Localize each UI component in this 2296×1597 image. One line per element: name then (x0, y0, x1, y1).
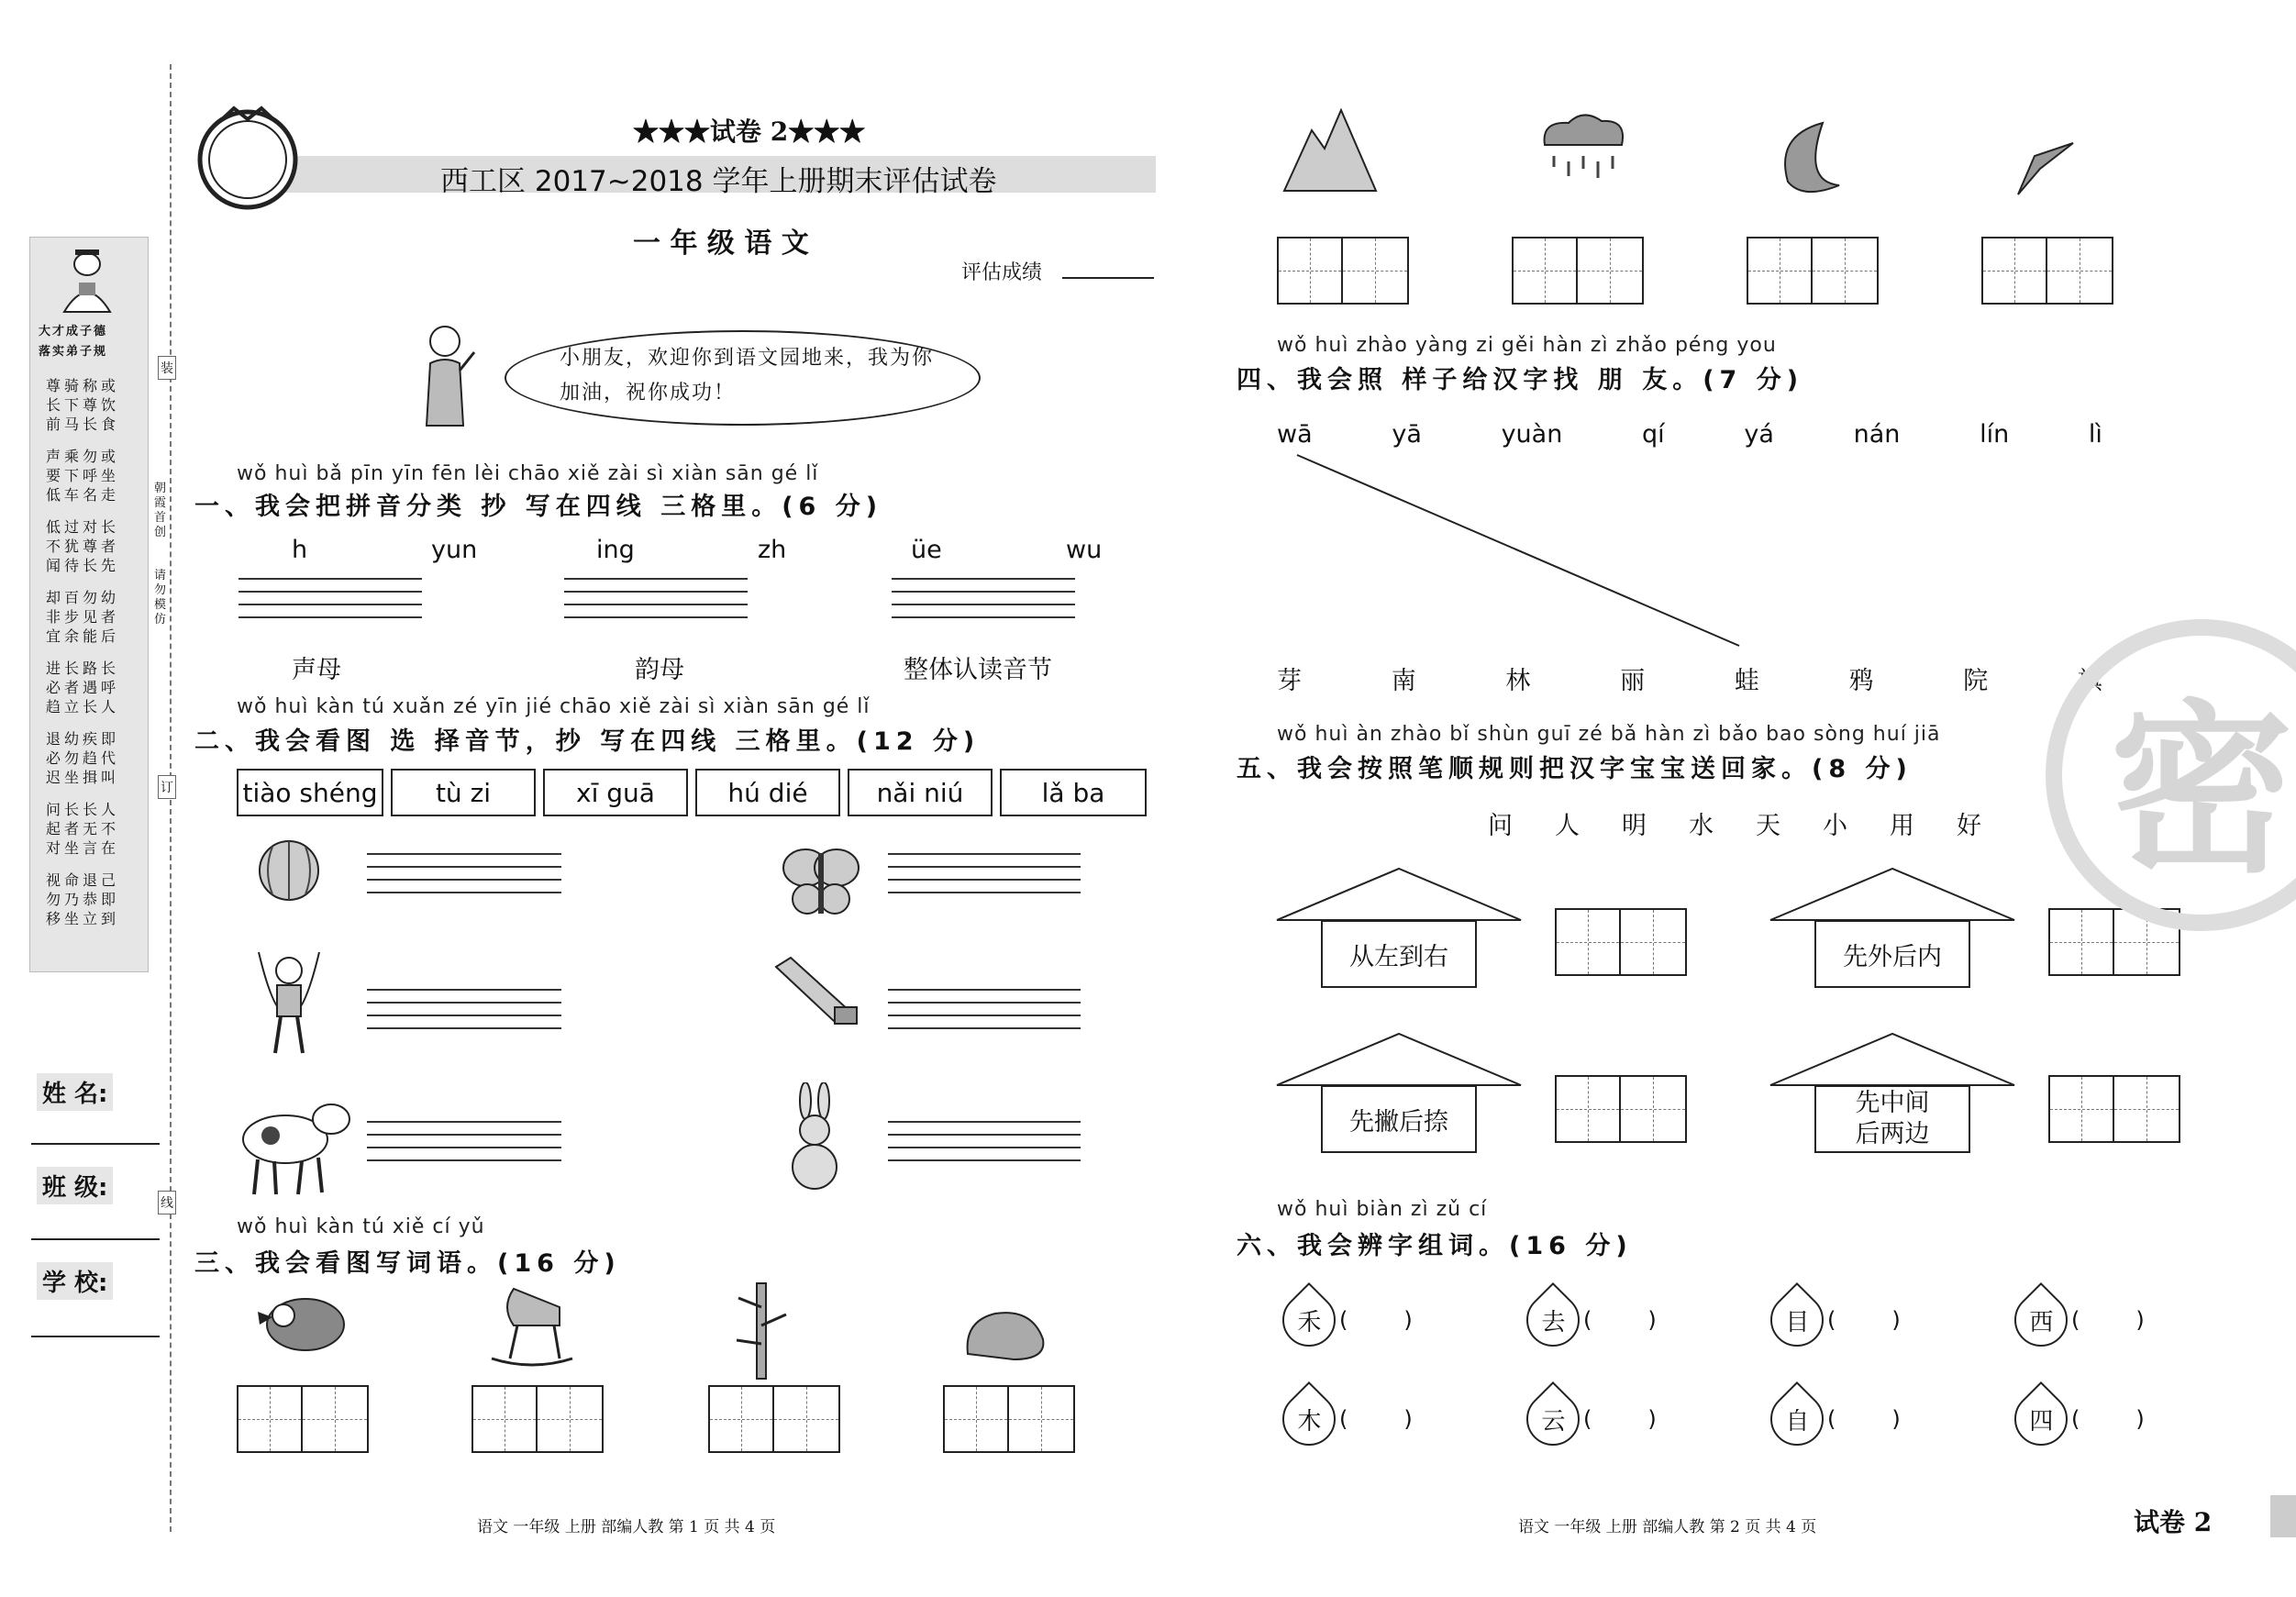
water-drop-icon (1515, 1381, 1591, 1457)
q6-char: 西 (2028, 1308, 2054, 1336)
sidebar-poem-line: 非步见者 (46, 608, 120, 626)
footer-left: 语文 一年级 上册 部编人教 第 1 页 共 4 页 (477, 1518, 776, 1536)
q4-pinyin-4: qí (1642, 420, 1665, 449)
q4-pinyin-1: wā (1277, 420, 1313, 449)
sidebar-poem-line: 长下尊饮 (46, 396, 120, 414)
q1-item-6: wu (1066, 536, 1103, 564)
sidebar-poem-line: 问长长人 (46, 801, 120, 818)
q3-grid-4[interactable] (943, 1385, 1075, 1453)
q2-options (237, 769, 1147, 816)
q3-grid-3[interactable] (708, 1385, 840, 1453)
q6-title: 六、我会辨字组词。(16 分) (1237, 1232, 1633, 1260)
q2-lines-trumpet[interactable] (888, 989, 1081, 1040)
q6-row-1 (1282, 1293, 2258, 1347)
q1-item-2: yun (431, 536, 478, 564)
q4-char-5[interactable]: 蛙 (1734, 667, 1759, 695)
sidebar-field-class (37, 1167, 113, 1204)
house-1 (1275, 867, 1523, 1004)
q5-char-6: 小 (1823, 812, 1849, 840)
scholar-figure-image (53, 246, 121, 319)
class-line[interactable] (31, 1238, 160, 1240)
sidebar-field-school (37, 1262, 113, 1300)
q5-char-2: 人 (1555, 812, 1581, 840)
q5-char-3: 明 (1622, 812, 1648, 840)
footer-badge: 试卷 2 (2134, 1507, 2213, 1537)
mountain-image (1275, 103, 1385, 198)
score-line[interactable] (1062, 277, 1154, 279)
q6-char: 四 (2028, 1407, 2054, 1436)
q6-char: 云 (1540, 1407, 1566, 1436)
sidebar-poem-line: 迟坐揖叫 (46, 769, 120, 786)
q6-answer-blank[interactable]: ( ) (1583, 1406, 1657, 1432)
q1-writing-lines-2[interactable] (564, 578, 748, 629)
bird-image (252, 1284, 353, 1361)
house-3 (1275, 1032, 1523, 1170)
seal-mark-2: 订 (158, 775, 176, 799)
q5-char-4: 水 (1689, 812, 1715, 840)
q6-answer-blank[interactable]: ( ) (1339, 1406, 1413, 1432)
q6-char: 木 (1296, 1407, 1322, 1436)
name-label: 姓 名: (37, 1073, 113, 1111)
q1-pinyin: wǒ huì bǎ pīn yīn fēn lèi chāo xiě zài sì xiàn sān gé lǐ (237, 462, 819, 485)
q4-pinyin: wǒ huì zhào yàng zi gěi hàn zì zhǎo péng you (1277, 334, 1777, 357)
q5-char-1: 问 (1488, 812, 1514, 840)
q5-char-row (1488, 805, 1983, 841)
q5-char-7: 用 (1890, 812, 1916, 840)
q4-char-7[interactable]: 院 (1963, 667, 1989, 695)
moon-image (1766, 117, 1848, 204)
school-label: 学 校: (37, 1262, 113, 1300)
q4-pinyin-6: nán (1853, 420, 1901, 449)
sidebar-poem-line: 尊骑称或 (46, 377, 120, 394)
q6-answer-blank[interactable]: ( ) (1827, 1307, 1901, 1333)
q6-answer-blank[interactable]: ( ) (1339, 1307, 1413, 1333)
q1-item-5: üe (911, 536, 942, 564)
rain-cloud-image (1532, 108, 1633, 204)
rocking-horse-image (486, 1280, 578, 1375)
q1-writing-lines-1[interactable] (238, 578, 422, 629)
rabbit-image (780, 1082, 853, 1196)
q4-pinyin-7: lín (1980, 420, 2010, 449)
q6-answer-blank[interactable]: ( ) (2071, 1307, 2145, 1333)
water-drop-icon (1271, 1381, 1347, 1457)
q2-lines-butterfly[interactable] (888, 853, 1081, 904)
q1-title: 一、我会把拼音分类 抄 写在四线 三格里。(6 分) (194, 493, 883, 521)
q4-char-2[interactable]: 南 (1391, 667, 1416, 695)
q2-option-5: nǎi niú (848, 769, 993, 816)
sidebar-poem-line: 不犹尊者 (46, 538, 120, 555)
q2-lines-watermelon[interactable] (367, 853, 561, 904)
sidebar-poem-line: 却百勿幼 (46, 589, 120, 606)
sidebar-poem-line: 起者无不 (46, 820, 120, 837)
sidebar-note-2: 请勿模仿 (154, 569, 167, 627)
q3-grid-6[interactable] (1512, 237, 1644, 305)
water-drop-icon (1515, 1282, 1591, 1358)
house-2 (1769, 867, 2016, 1004)
q5-grid-3[interactable] (1555, 1075, 1687, 1143)
q6-answer-blank[interactable]: ( ) (2071, 1406, 2145, 1432)
seal-mark-1: 装 (158, 356, 176, 380)
sidebar-poem-line: 勿乃恭即 (46, 891, 120, 908)
sidebar-poem-line: 宜余能后 (46, 627, 120, 645)
q6-char: 自 (1784, 1407, 1810, 1436)
q1-group-3: 整体认读音节 (904, 656, 1052, 684)
q2-pinyin: wǒ huì kàn tú xuǎn zé yīn jié chāo xiě zài sì xiàn sān gé lǐ (237, 695, 871, 718)
q2-lines-cow[interactable] (367, 1121, 561, 1172)
water-drop-icon (2003, 1381, 2079, 1457)
trumpet-image (771, 954, 862, 1040)
butterfly-image (780, 835, 862, 926)
q6-item (1770, 1293, 2014, 1347)
welcome-text: 小朋友，欢迎你到语文园地来，我为你加油，祝你成功！ (560, 347, 935, 405)
q2-option-4: hú dié (695, 769, 840, 816)
q2-option-6: lǎ ba (1000, 769, 1147, 816)
q4-char-8[interactable]: 旗 (2077, 667, 2102, 695)
q3-grid-2[interactable] (471, 1385, 604, 1453)
q4-char-1[interactable]: 芽 (1277, 667, 1302, 695)
q6-answer-blank[interactable]: ( ) (1827, 1406, 1901, 1432)
house-4 (1769, 1032, 2016, 1170)
water-drop-icon (2003, 1282, 2079, 1358)
q4-char-4[interactable]: 丽 (1620, 667, 1646, 695)
sidebar-poem-line: 移坐立到 (46, 910, 120, 927)
q5-char-5: 天 (1756, 812, 1782, 840)
house-1-label: 从左到右 (1321, 920, 1477, 988)
water-drop-icon (1759, 1282, 1835, 1358)
sidebar-poem-line: 低车名走 (46, 486, 120, 504)
bamboo-image (729, 1280, 793, 1384)
sidebar-motto-2: 落实弟子规 (39, 345, 108, 359)
q2-lines-rabbit[interactable] (888, 1121, 1081, 1172)
name-line[interactable] (31, 1143, 160, 1145)
q6-item (1526, 1293, 1770, 1347)
knife-image (2009, 138, 2082, 205)
water-drop-icon (1271, 1282, 1347, 1358)
q5-title: 五、我会按照笔顺规则把汉字宝宝送回家。(8 分) (1237, 755, 1913, 783)
q4-pinyin-2: yā (1392, 420, 1422, 449)
q5-pinyin: wǒ huì àn zhào bǐ shùn guī zé bǎ hàn zì bǎo bao sòng huí jiā (1277, 723, 1941, 746)
sidebar-note-1: 朝霞首创 (154, 482, 167, 539)
footer-right: 语文 一年级 上册 部编人教 第 2 页 共 4 页 (1518, 1518, 1817, 1536)
class-label: 班 级: (37, 1167, 113, 1204)
q4-pinyin-row (1277, 420, 2102, 449)
q3-grid-7[interactable] (1747, 237, 1879, 305)
q1-item-4: zh (758, 536, 787, 564)
q2-option-1: tiào shéng (237, 769, 383, 816)
q5-char-8: 好 (1957, 812, 1983, 840)
sidebar-poem-line: 低过对长 (46, 518, 120, 536)
q3-pinyin: wǒ huì kàn tú xiě cí yǔ (237, 1215, 485, 1238)
q4-example-line (1284, 449, 1761, 651)
q6-row-2 (1282, 1392, 2258, 1446)
sidebar-poem (46, 376, 138, 941)
footer-badge-bg (2270, 1495, 2296, 1537)
q4-pinyin-3: yuàn (1501, 420, 1563, 449)
q1-item-3: ing (596, 536, 635, 564)
confidential-stamp-char: 密 (2109, 683, 2293, 898)
q3-title: 三、我会看图写词语。(16 分) (194, 1249, 621, 1278)
school-line[interactable] (31, 1336, 160, 1337)
q5-grid-1[interactable] (1555, 908, 1687, 976)
q6-char: 去 (1540, 1308, 1566, 1336)
sidebar-poem-line: 必勿趋代 (46, 749, 120, 767)
sidebar-poem-line: 必者遇呼 (46, 679, 120, 696)
jump-rope-boy-image (248, 943, 330, 1066)
brand-logo (193, 101, 303, 211)
sidebar-poem-line: 前马长食 (46, 416, 120, 433)
q4-title: 四、我会照 样子给汉字找 朋 友。(7 分) (1237, 366, 1804, 394)
q3-grid-1[interactable] (237, 1385, 369, 1453)
q4-pinyin-5: yá (1744, 420, 1774, 449)
page-title: 西工区 2017~2018 学年上册期末评估试卷 (440, 165, 997, 198)
q2-option-2: tù zi (391, 769, 536, 816)
sidebar-poem-line: 对坐言在 (46, 839, 120, 857)
q3-grid-5[interactable] (1277, 237, 1409, 305)
sidebar-field-name (37, 1073, 113, 1111)
q2-lines-rope[interactable] (367, 989, 561, 1040)
series-label: ★★★试卷 2★★★ (633, 116, 866, 147)
subject-title: 一 年 级 语 文 (633, 227, 809, 260)
q6-pinyin: wǒ huì biàn zì zǔ cí (1277, 1198, 1488, 1221)
q4-pinyin-8: lì (2088, 420, 2102, 449)
q3-grid-8[interactable] (1981, 237, 2113, 305)
q1-writing-lines-3[interactable] (892, 578, 1075, 629)
q1-group-2: 韵母 (635, 656, 684, 684)
q6-item (2014, 1293, 2258, 1347)
q6-char: 目 (1784, 1308, 1810, 1336)
house-3-label: 先撇后捺 (1321, 1085, 1477, 1153)
q2-title: 二、我会看图 选 择音节，抄 写在四线 三格里。(12 分) (194, 727, 981, 756)
q6-item (2014, 1392, 2258, 1446)
sidebar-poem-line: 要下呼坐 (46, 467, 120, 484)
sidebar-poem-line: 趋立长人 (46, 698, 120, 715)
house-2-label: 先外后内 (1814, 920, 1970, 988)
q6-answer-blank[interactable]: ( ) (1583, 1307, 1657, 1333)
sidebar-poem-line: 闻待长先 (46, 557, 120, 574)
sidebar-poem-line: 进长路长 (46, 660, 120, 677)
sidebar-motto-1: 大才成子德 (39, 325, 108, 338)
q6-item (1526, 1392, 1770, 1446)
q1-item-1: h (292, 536, 308, 564)
q6-char: 禾 (1296, 1308, 1322, 1336)
rock-image (959, 1303, 1050, 1370)
q5-grid-4[interactable] (2048, 1075, 2180, 1143)
q4-char-3[interactable]: 林 (1505, 667, 1531, 695)
q6-item (1770, 1392, 2014, 1446)
q4-char-6[interactable]: 鸦 (1848, 667, 1874, 695)
q4-char-row (1277, 660, 2102, 696)
score-label: 评估成绩 (961, 261, 1043, 284)
teacher-figure-image (417, 319, 482, 427)
sidebar-poem-line: 退幼疾即 (46, 730, 120, 748)
sidebar-poem-line: 视命退己 (46, 871, 120, 889)
water-drop-icon (1759, 1381, 1835, 1457)
seal-mark-3: 线 (158, 1191, 176, 1214)
watermelon-image (252, 830, 326, 907)
q1-group-1: 声母 (292, 656, 341, 684)
house-4-label: 先中间后两边 (1814, 1085, 1970, 1153)
q2-option-3: xī guā (543, 769, 688, 816)
cow-image (234, 1092, 353, 1205)
q6-item (1282, 1293, 1526, 1347)
q6-item (1282, 1392, 1526, 1446)
sidebar-poem-line: 声乘勿或 (46, 448, 120, 465)
